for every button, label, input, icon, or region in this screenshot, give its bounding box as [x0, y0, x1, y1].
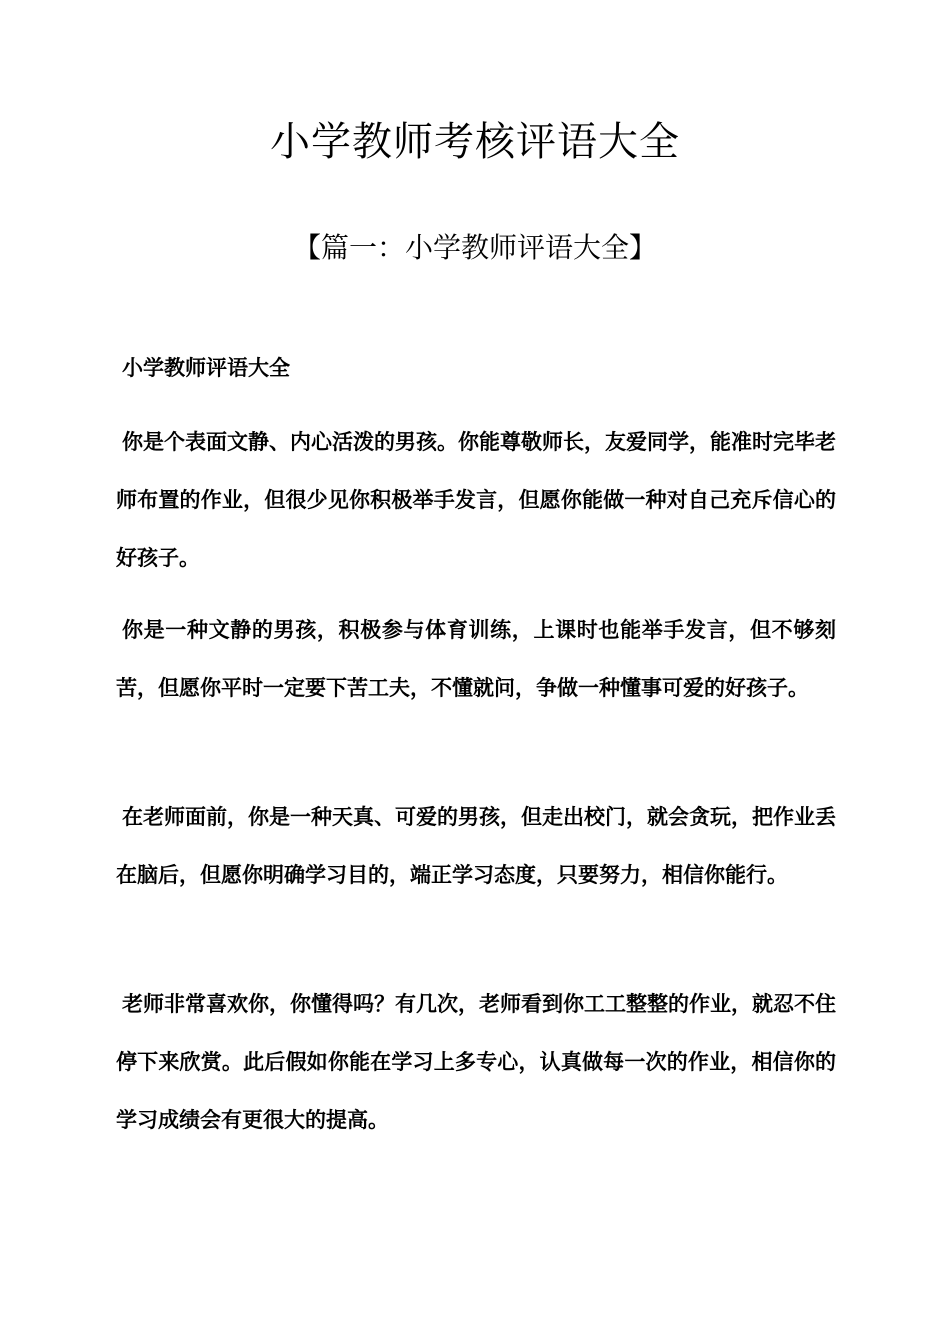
document-title: 小学教师考核评语大全	[270, 119, 680, 165]
comment-paragraph-4: 老师非常喜欢你，你懂得吗？有几次，老师看到你工工整整的作业，就忍不住停下来欣赏。此后假如你能在学习上多专心，认真做每一次的作业，相信你的学习成绩会有更很大的提高。	[116, 992, 836, 1132]
document-subtitle: 【篇一：小学教师评语大全】	[292, 231, 657, 264]
comment-paragraph-3: 在老师面前，你是一种天真、可爱的男孩，但走出校门，就会贪玩，把作业丢在脑后，但愿你明确学习目的，端正学习态度，只要努力，相信你能行。	[116, 805, 836, 887]
section-heading: 小学教师评语大全	[122, 356, 290, 380]
comment-paragraph-2: 你是一种文静的男孩，积极参与体育训练，上课时也能举手发言，但不够刻苦，但愿你平时一定要下苦工夫，不懂就问，争做一种懂事可爱的好孩子。	[116, 618, 836, 700]
comment-paragraph-1: 你是个表面文静、内心活泼的男孩。你能尊敬师长，友爱同学，能准时完毕老师布置的作业，但很少见你积极举手发言，但愿你能做一种对自己充斥信心的好孩子。	[116, 430, 836, 570]
